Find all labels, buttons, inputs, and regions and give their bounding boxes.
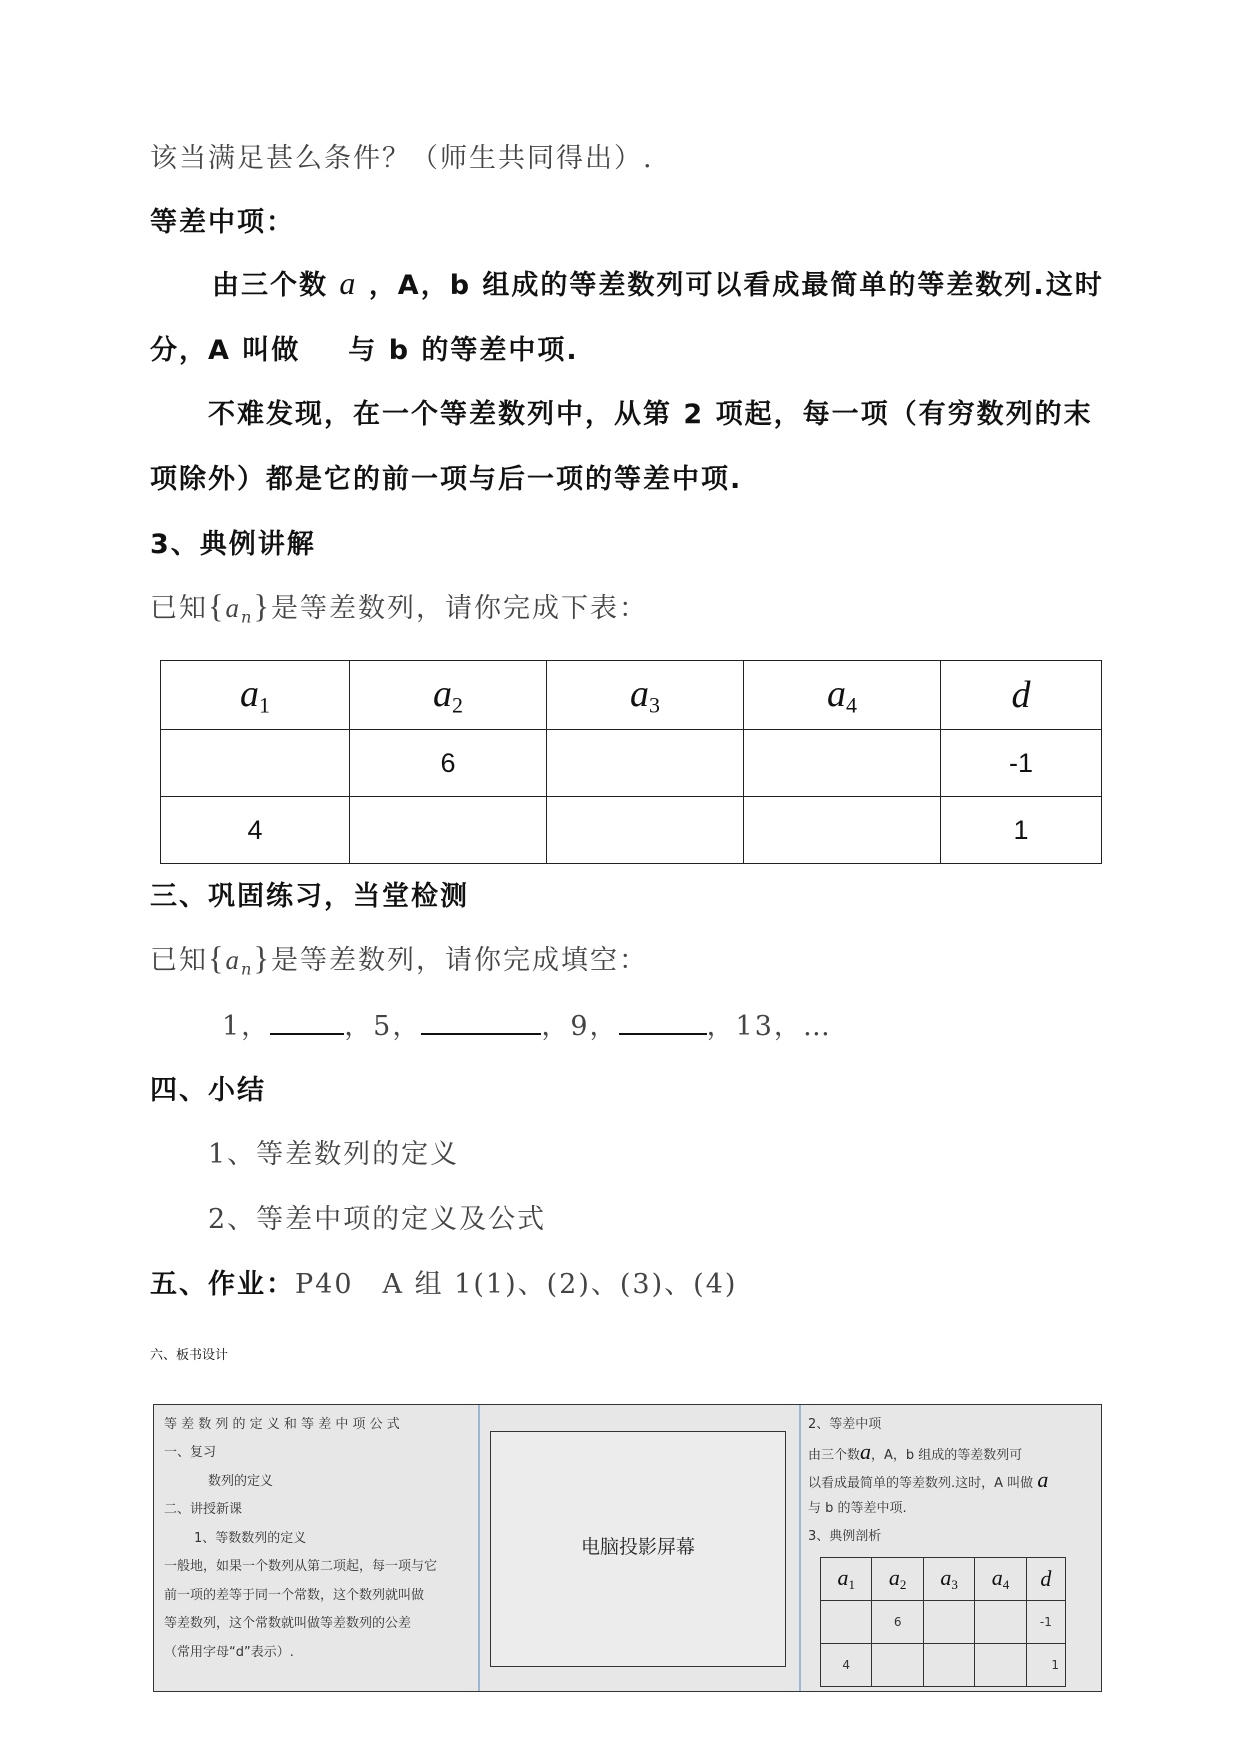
header-cell: a3 [547, 661, 744, 730]
heading-practice: 三、巩固练习，当堂检测 [150, 881, 469, 912]
paragraph-observation-line1: 不难发现，在一个等差数列中，从第 2 项起，每一项（有穷数列的末 [208, 399, 1093, 430]
table-cell: 6 [350, 730, 547, 797]
summary-item: 1、等差数列的定义 [208, 1139, 460, 1170]
projector-screen-label: 电脑投影屏幕 [580, 1536, 695, 1558]
subscript-n: n [241, 959, 254, 979]
table-cell [821, 1601, 872, 1644]
table-cell [744, 797, 941, 864]
text-segment: ，A，b 组成的等差数列可以看成最简单的等差数列.这时 [368, 270, 1104, 301]
board-line: 前一项的差等于同一个常数，这个数列就叫做 [164, 1588, 425, 1603]
table-cell: -1 [1026, 1601, 1065, 1644]
subscript-n: n [241, 607, 254, 627]
header-cell: a2 [350, 661, 547, 730]
blank-field[interactable] [619, 1009, 707, 1035]
header-cell: d [1026, 1558, 1065, 1601]
board-line: 与 b 的等差中项. [808, 1501, 907, 1516]
blank-field[interactable] [270, 1009, 344, 1035]
text-segment: 由三个数 [212, 270, 328, 301]
heading-arithmetic-mean: 等差中项： [150, 207, 295, 238]
seq-term: 1， [222, 1011, 271, 1042]
text-segment: 与 b 的等差中项. [348, 335, 579, 366]
table-cell: 1 [941, 797, 1102, 864]
table-cell [547, 797, 744, 864]
header-cell: a3 [923, 1558, 974, 1601]
table-row [821, 1644, 1066, 1687]
table-cell: 1 [1026, 1644, 1065, 1687]
heading-homework: 五、作业： [150, 1269, 295, 1300]
table-cell: 6 [872, 1601, 923, 1644]
example-table [160, 660, 1102, 864]
brace-close: } [253, 941, 272, 977]
brace-open: { [208, 941, 226, 977]
board-line: 3、典例剖析 [808, 1529, 882, 1544]
board-line: 2、等差中项 [808, 1417, 882, 1432]
board-title: 等 差 数 列 的 定 义 和 等 差 中 项 公 式 [164, 1417, 400, 1432]
paragraph-table-instruction [150, 586, 648, 627]
header-cell: a4 [744, 661, 941, 730]
table-row [821, 1601, 1066, 1644]
variable-a: a [339, 265, 358, 301]
brace-close: } [253, 589, 272, 625]
table-cell: 4 [161, 797, 350, 864]
board-line: 一、复习 [164, 1445, 217, 1460]
text-segment: 分，A 叫做 [150, 335, 301, 366]
table-cell [975, 1644, 1026, 1687]
header-cell: a1 [161, 661, 350, 730]
text-segment: 是等差数列，请你完成填空： [271, 945, 649, 976]
projector-screen [490, 1431, 786, 1667]
header-cell: d [941, 661, 1102, 730]
board-line: 数列的定义 [208, 1474, 274, 1489]
table-cell: -1 [941, 730, 1102, 797]
paragraph-observation-line2: 项除外）都是它的前一项与后一项的等差中项. [150, 464, 743, 495]
variable-a: a [225, 593, 242, 623]
heading-examples: 3、典例讲解 [150, 529, 316, 560]
table-cell [923, 1644, 974, 1687]
board-line: 一般地，如果一个数列从第二项起，每一项与它 [164, 1559, 438, 1574]
table-header-row [161, 661, 1102, 730]
column-divider [478, 1405, 480, 1691]
blank-field[interactable] [421, 1009, 541, 1035]
table-cell [161, 730, 350, 797]
text-segment: 是等差数列，请你完成下表： [271, 593, 649, 624]
variable-a: a [1037, 1467, 1049, 1492]
sequence-fill-blank [222, 1004, 832, 1043]
board-example-table [820, 1557, 1066, 1687]
table-cell [744, 730, 941, 797]
table-cell [975, 1601, 1026, 1644]
paragraph-condition: 该当满足甚么条件？（师生共同得出）. [150, 143, 654, 174]
board-line: （常用字母“d”表示）. [164, 1645, 294, 1660]
board-line: 二、讲授新课 [164, 1502, 243, 1517]
table-cell [350, 797, 547, 864]
text-segment: 已知 [150, 593, 208, 624]
homework-text: P40 A 组 1(1)、(2)、(3)、(4) [295, 1269, 738, 1300]
heading-summary: 四、小结 [150, 1075, 266, 1106]
paragraph-mean-def-line2 [150, 328, 579, 367]
column-divider [799, 1405, 801, 1691]
table-cell [547, 730, 744, 797]
seq-term: ，9， [541, 1011, 619, 1042]
table-cell [923, 1601, 974, 1644]
blackboard-design [153, 1404, 1102, 1692]
brace-open: { [208, 589, 226, 625]
board-line: 以看成最简单的等差数列.这时，A 叫做 a [808, 1467, 1049, 1492]
board-line: 1、等数数列的定义 [194, 1531, 307, 1546]
heading-board-design: 六、板书设计 [150, 1348, 229, 1363]
paragraph-fill-instruction [150, 938, 648, 979]
header-cell: a1 [821, 1558, 872, 1601]
variable-a: a [860, 1439, 872, 1464]
table-header-row [821, 1558, 1066, 1601]
table-cell: 4 [821, 1644, 872, 1687]
variable-a: a [225, 945, 242, 975]
seq-term: ，13，… [706, 1011, 832, 1042]
header-cell: a2 [872, 1558, 923, 1601]
header-cell: a4 [975, 1558, 1026, 1601]
table-cell [872, 1644, 923, 1687]
text-segment: 已知 [150, 945, 208, 976]
homework-line [150, 1262, 737, 1301]
paragraph-mean-def-line1 [212, 263, 1104, 302]
seq-term: ，5， [344, 1011, 422, 1042]
table-row [161, 797, 1102, 864]
summary-item: 2、等差中项的定义及公式 [208, 1204, 547, 1235]
board-line: 等差数列，这个常数就叫做等差数列的公差 [164, 1616, 412, 1631]
board-line: 由三个数a，A，b 组成的等差数列可 [808, 1439, 1023, 1464]
table-row [161, 730, 1102, 797]
